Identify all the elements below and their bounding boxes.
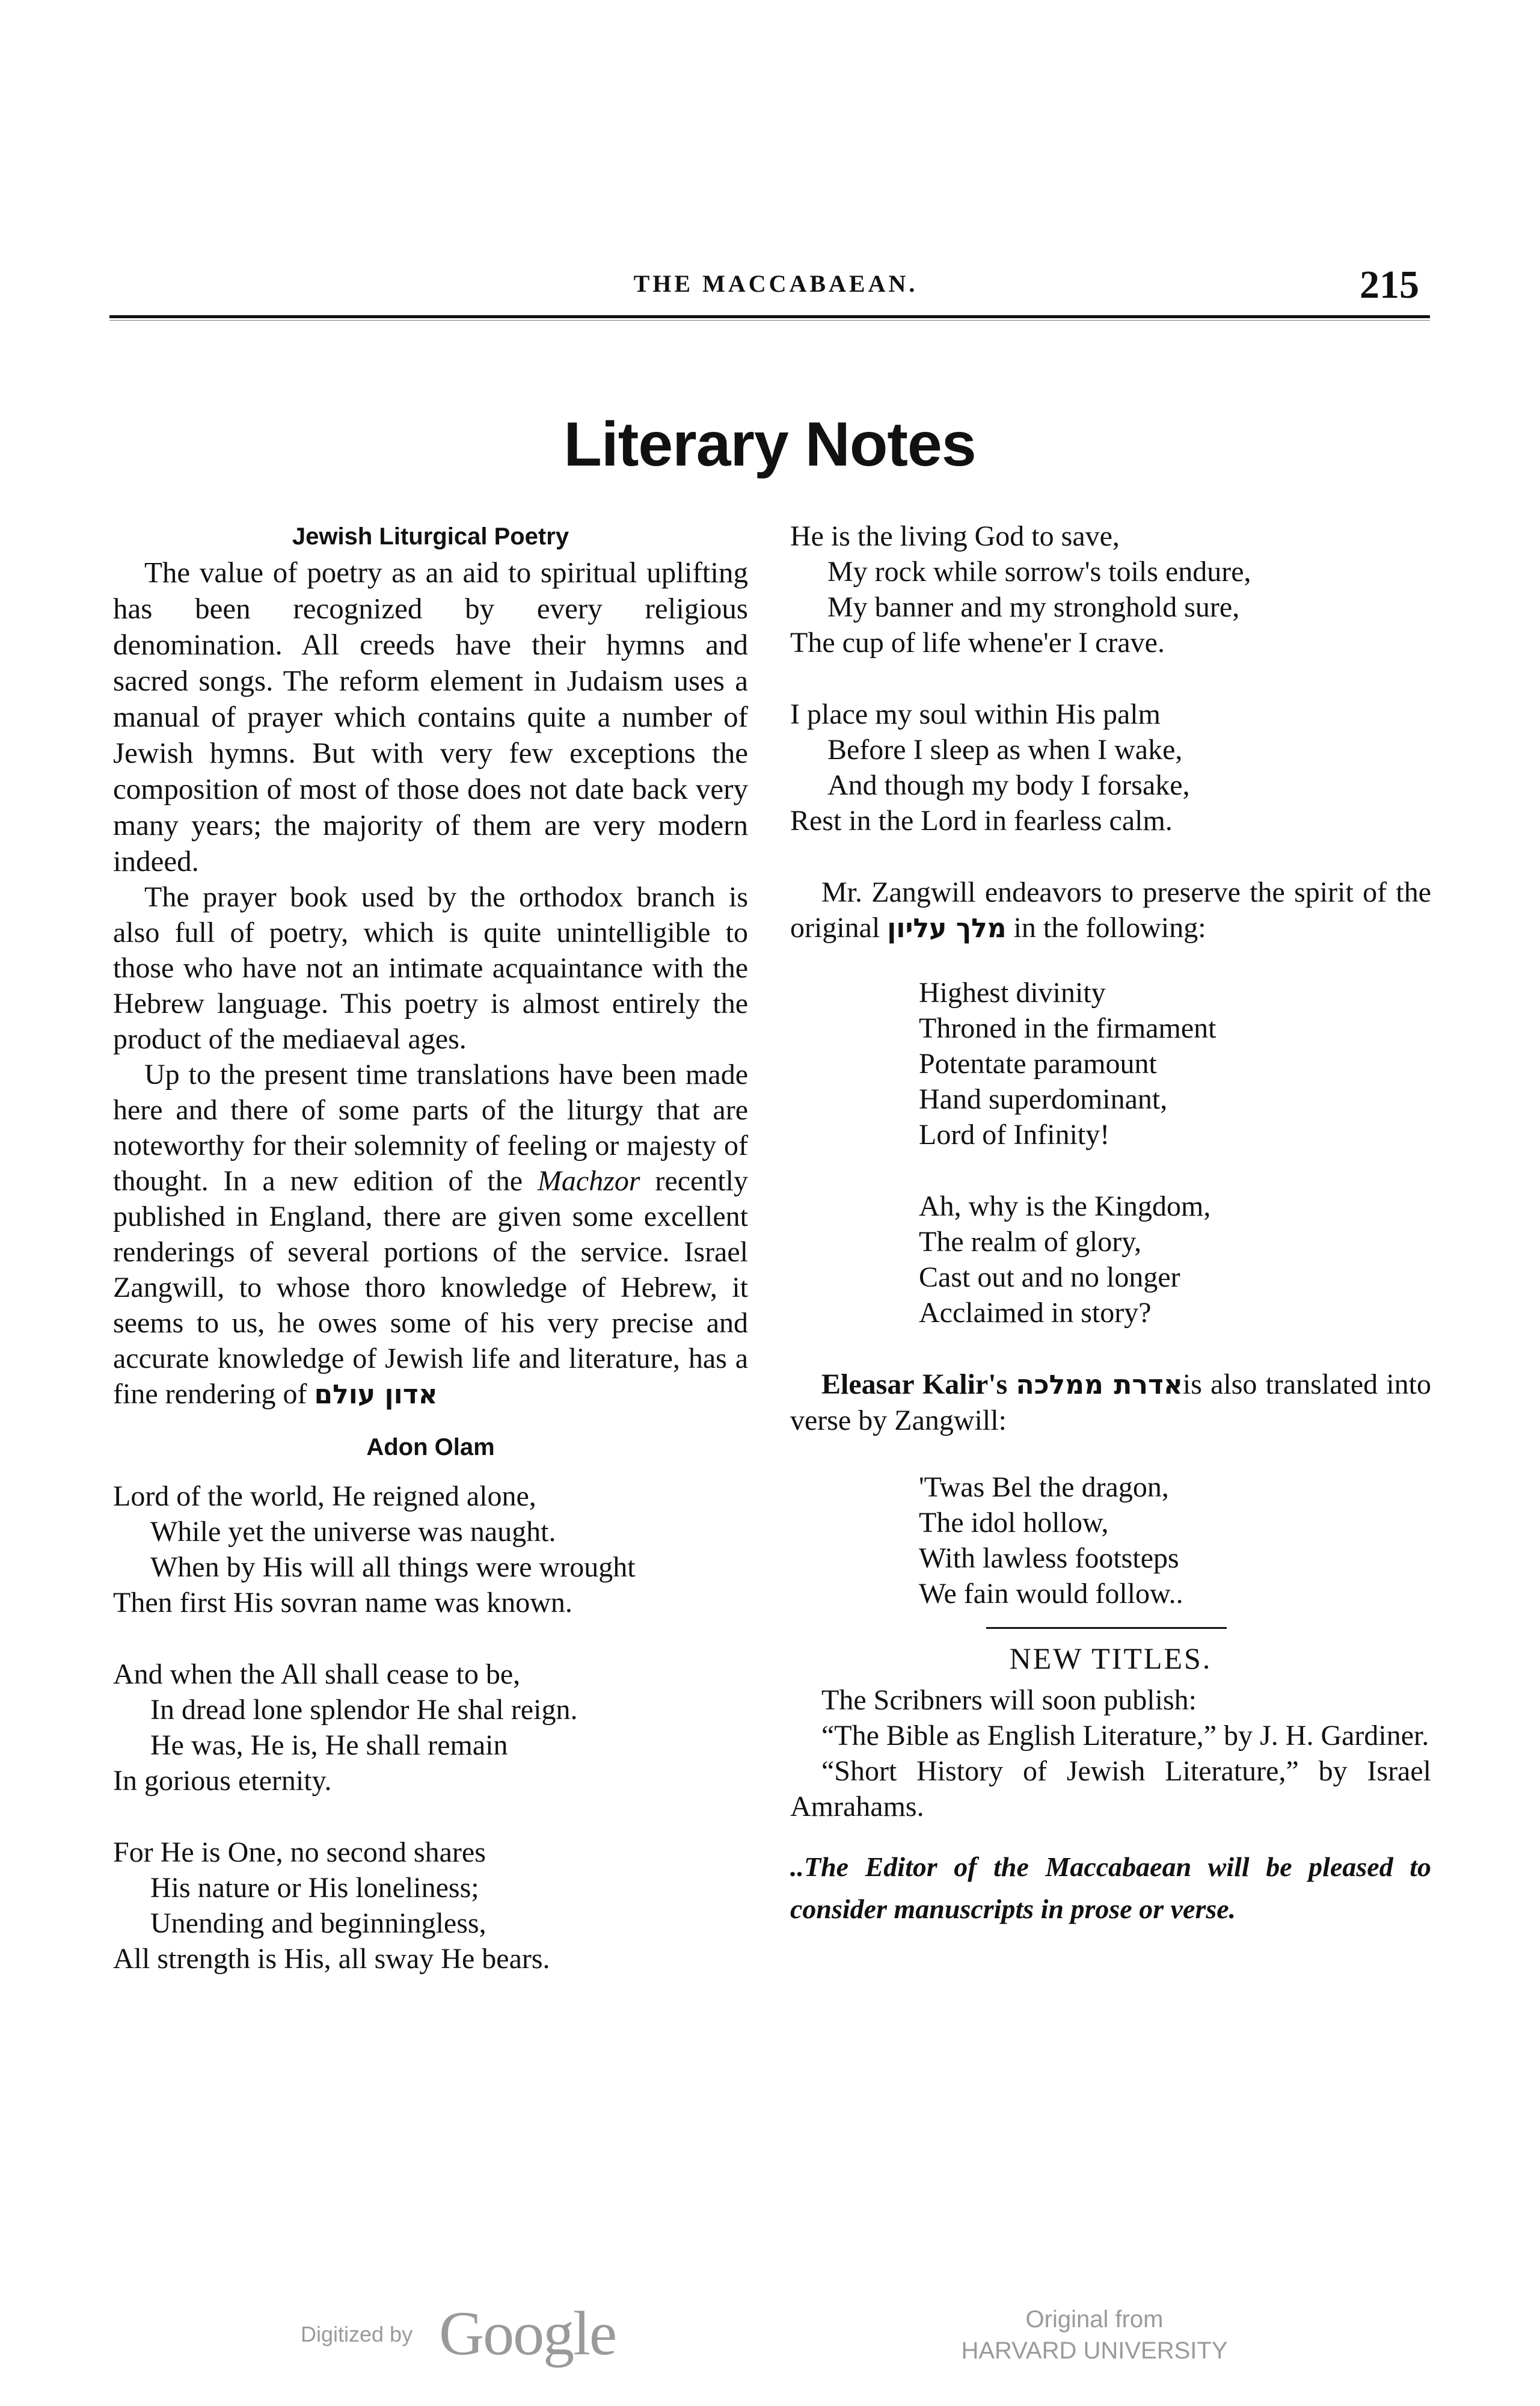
poem-line: Hand superdominant, [919,1083,1168,1115]
original-from-label: Original from [1025,2306,1164,2333]
poem-line: Lord of the world, He reigned alone, [113,1480,536,1512]
running-header-title: THE MACCABAEAN. [633,270,918,297]
poem-line: He was, He is, He shall remain [150,1729,508,1761]
machzor-italic: Machzor [537,1165,640,1197]
poem-line: The realm of glory, [919,1226,1142,1258]
poem-line: Throned in the firmament [919,1012,1216,1044]
poem-line: My rock while sorrow's toils endure, [827,556,1251,588]
kalir-poem [790,1469,1431,1611]
kalir-text: is also translated into verse by Zangwill: [790,1368,1432,1436]
hebrew-melech-elyon: מלך עליון [887,913,1007,944]
poem-line: Highest divinity [919,977,1106,1009]
paragraph-3-text-a: Up to the present time translations have been made here and there of some parts of the liturgy that are noteworthy for their solemnity of feeling or majesty of thought. In a new edition of the [113,1059,748,1197]
poem-line: While yet the universe was naught. [150,1516,556,1548]
poem-line: The idol hollow, [919,1507,1109,1539]
adon-olam-poem-left [113,1478,748,1977]
poem-line: My banner and my stronghold sure, [827,591,1240,623]
stanza-gap [113,1620,748,1657]
kalir-name: Eleasar Kalir's [821,1368,1016,1400]
poem-line: And though my body I forsake, [827,769,1190,801]
paragraph-2: The prayer book used by the orthodox branch is also full of poetry, which is quite unintelligible to those who have not an intimate acquaintance with the Hebrew language. This poetry is almost entirely the product of the mediaeval ages. [113,881,748,1055]
poem-line: All strength is His, all sway He bears. [113,1943,550,1975]
poem-title: Adon Olam [366,1434,495,1460]
poem-line: His nature or His loneliness; [150,1872,479,1904]
poem-line: I place my soul within His palm [790,698,1161,730]
poem-line: He is the living God to save, [790,520,1120,552]
digitized-by-label: Digitized by [301,2322,413,2346]
zangwill-paragraph [790,875,1431,946]
header-rule [109,315,1430,318]
paragraph-3-text-b: recently published in England, there are given some excellent renderings of several portions of the service. Israel Zangwill, to whose thoro knowledge of Hebrew, it seems to us, he owes some of his very precise and accurate knowledge of Jewish life and literature, has a fine rendering of [113,1165,748,1410]
institution-label: HARVARD UNIVERSITY [961,2337,1228,2364]
poem-line: Cast out and no longer [919,1261,1180,1293]
paragraph-1: The value of poetry as an aid to spiritual uplifting has been recognized by every religious denomination. All creeds have their hymns and sacred songs. The reform element in Judaism uses a manual of prayer which contains quite a number of Jewish hymns. But with very few exceptions the composition of most of those does not date back very many years; the majority of them are very modern indeed. [113,556,748,878]
page-number: 215 [1360,263,1419,307]
hebrew-adon-olam: אדון עולם [314,1379,438,1410]
poem-line: Unending and beginningless, [150,1907,486,1939]
header-rule-thin [109,320,1430,321]
melech-elyon-poem [790,975,1431,1331]
poem-line: Then first His sovran name was known. [113,1587,572,1619]
new-titles-intro: The Scribners will soon publish: [821,1684,1197,1716]
poem-line: When by His will all things were wrought [150,1551,636,1583]
article-subheading: Jewish Liturgical Poetry [292,523,569,550]
hebrew-aderet-mamlacha: אדרת ממלכה [1016,1370,1183,1400]
section-divider [986,1627,1227,1629]
zangwill-text-a: Mr. Zangwill endeavors to preserve the spirit of the original [790,876,1431,944]
paragraph-3 [113,1057,748,1412]
poem-line: 'Twas Bel the dragon, [919,1471,1169,1503]
provenance-note [926,2304,1263,2366]
kalir-paragraph [790,1367,1431,1438]
poem-line: The cup of life whene'er I crave. [790,627,1165,659]
poem-line: We fain would follow.. [919,1578,1183,1610]
stanza-gap [113,1798,748,1835]
section-heading: Literary Notes [563,410,976,479]
poem-line: For He is One, no second shares [113,1836,486,1868]
left-column [113,518,748,1977]
poem-line: And when the All shall cease to be, [113,1658,521,1690]
poem-line: In dread lone splendor He shal reign. [150,1694,578,1726]
poem-line: Lord of Infinity! [919,1119,1110,1151]
poem-line: Potentate paramount [919,1048,1157,1080]
google-logo: Google [439,2299,616,2368]
poem-line: Acclaimed in story? [919,1297,1152,1329]
poem-line: Ah, why is the Kingdom, [919,1190,1211,1222]
stanza-gap [919,1152,1431,1189]
poem-line: Before I sleep as when I wake, [827,734,1183,766]
poem-line: Rest in the Lord in fearless calm. [790,805,1173,837]
adon-olam-poem-right [790,518,1431,838]
zangwill-text-b: in the following: [1006,912,1206,944]
new-title-entry: “Short History of Jewish Literature,” by Israel Amrahams. [790,1755,1431,1823]
new-title-entry: “The Bible as English Literature,” by J. H. Gardiner. [821,1720,1429,1752]
poem-line: In gorious eternity. [113,1765,332,1797]
new-titles-heading: NEW TITLES. [1009,1641,1212,1675]
poem-line: With lawless footsteps [919,1542,1179,1574]
stanza-gap [790,660,1431,697]
editor-note: ..The Editor of the Maccabaean will be pleased to consider manuscripts in prose or verse. [790,1851,1431,1924]
right-column [790,518,1431,1958]
